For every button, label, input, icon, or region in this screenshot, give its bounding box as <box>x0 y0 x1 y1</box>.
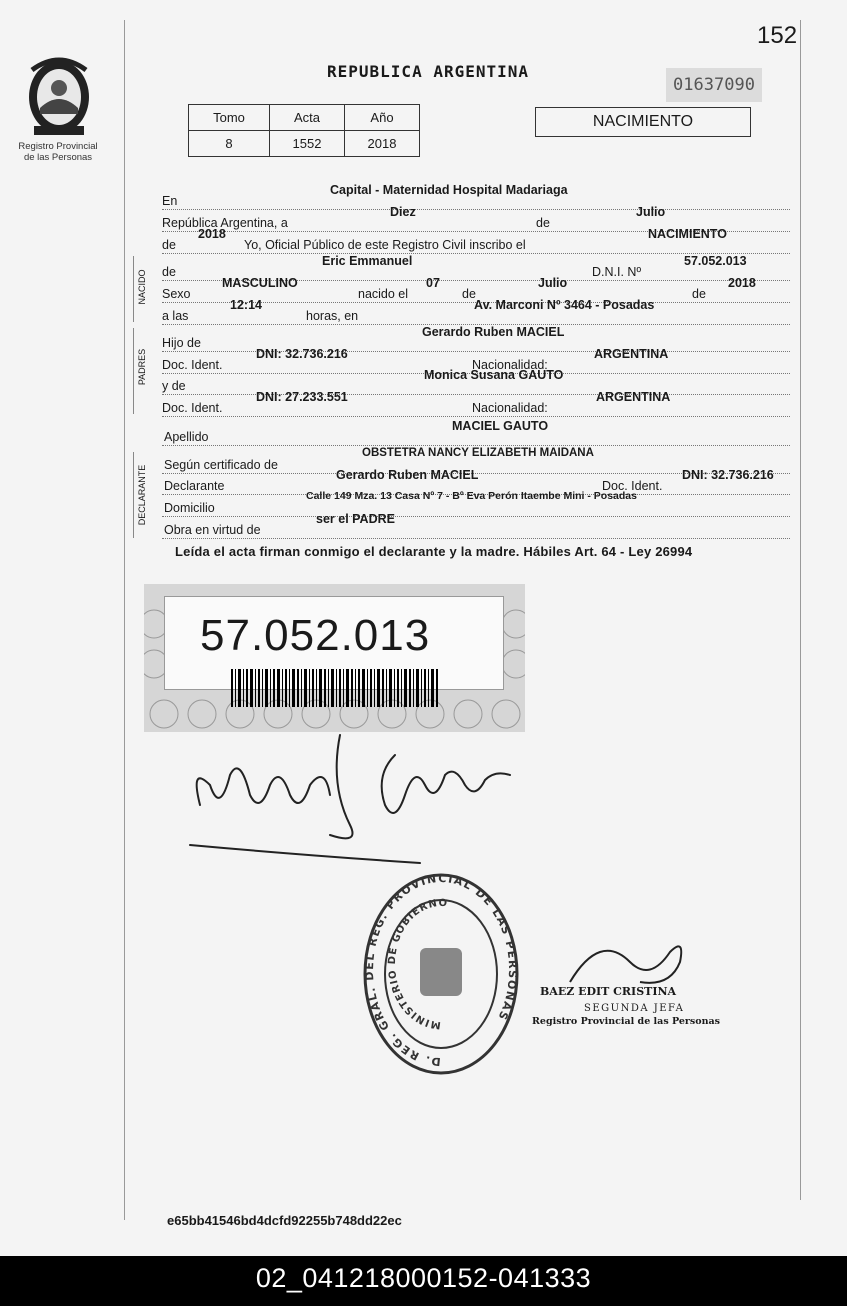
section-label-nacido: NACIDO <box>137 269 147 305</box>
label-de: de <box>536 216 550 230</box>
value-madre-nac: ARGENTINA <box>596 390 671 404</box>
label-republica: República Argentina, a <box>162 216 288 230</box>
label-de-nombre: de <box>162 265 176 279</box>
row-madre-doc <box>162 390 790 417</box>
tomo-header: Tomo <box>189 105 270 131</box>
stamp-inner-text: MINISTERIO DE GOBIERNO <box>386 897 449 1031</box>
tomo-value: 8 <box>189 131 270 157</box>
registry-label-line1: Registro Provincial <box>18 141 98 152</box>
label-de2: de <box>162 238 176 252</box>
section-divider-nacido <box>133 256 134 322</box>
document-title: REPUBLICA ARGENTINA <box>327 62 530 81</box>
value-dia: Diez <box>390 205 416 219</box>
label-de4: de <box>692 287 706 301</box>
value-nac-mes: Julio <box>538 276 568 290</box>
label-sexo: Sexo <box>162 287 191 301</box>
row-hora <box>162 298 790 325</box>
label-doc-ident-declarante: Doc. Ident. <box>602 479 663 493</box>
row-lugar <box>162 183 790 210</box>
value-obra: ser el PADRE <box>316 512 395 526</box>
label-declarante: Declarante <box>164 479 225 493</box>
label-a-las: a las <box>162 309 189 323</box>
value-nac-anio: 2018 <box>728 276 756 290</box>
left-margin-line <box>124 20 125 1220</box>
signing-statement: Leída el acta firman conmigo el declarante y la madre. Hábiles Art. 64 - Ley 26994 <box>175 544 693 559</box>
section-label-padres: PADRES <box>137 348 147 386</box>
right-margin-line <box>800 20 801 1200</box>
section-label-declarante: DECLARANTE <box>137 464 147 526</box>
value-padre-nac: ARGENTINA <box>594 347 669 361</box>
official-registry: Registro Provincial de las Personas <box>532 1016 721 1027</box>
serial-number-stamp: 01637090 <box>666 68 762 102</box>
label-obra: Obra en virtud de <box>164 523 261 537</box>
section-divider-padres <box>133 328 134 414</box>
value-hora: 12:14 <box>230 298 262 312</box>
label-horas-en: horas, en <box>306 309 359 323</box>
label-nacido-el: nacido el <box>358 287 409 301</box>
value-sexo: MASCULINO <box>222 276 298 290</box>
label-domicilio: Domicilio <box>164 501 215 515</box>
value-nombre: Eric Emmanuel <box>322 254 413 268</box>
value-padre-dni: DNI: 32.736.216 <box>256 347 348 361</box>
page-number: 152 <box>757 22 798 49</box>
label-hijo-de: Hijo de <box>162 336 201 350</box>
label-doc-ident: Doc. Ident. <box>162 401 223 415</box>
label-en: En <box>162 194 178 208</box>
row-obra <box>162 512 790 539</box>
label-doc-ident: Doc. Ident. <box>162 358 223 372</box>
provincial-seal-logo <box>22 50 96 140</box>
registry-label <box>6 141 110 163</box>
dni-sticker-panel <box>164 596 504 690</box>
dni-sticker <box>144 584 525 732</box>
label-nacionalidad: Nacionalidad: <box>472 401 548 415</box>
value-dni: 57.052.013 <box>684 254 747 268</box>
value-mes: Julio <box>636 205 666 219</box>
document-hash: e65bb41546bd4dcfd92255b748dd22ec <box>167 1213 402 1228</box>
act-type-box: NACIMIENTO <box>535 107 751 137</box>
anio-header: Año <box>345 105 420 131</box>
row-anio <box>162 227 790 254</box>
value-declarante-dni: DNI: 32.736.216 <box>682 468 774 482</box>
label-nacionalidad: Nacionalidad: <box>472 358 548 372</box>
label-segun: Según certificado de <box>164 458 278 472</box>
label-dni: D.N.I. Nº <box>592 265 642 279</box>
registry-label-line2: de las Personas <box>23 152 93 163</box>
tomo-acta-table <box>188 104 420 157</box>
acta-value: 1552 <box>270 131 345 157</box>
anio-value: 2018 <box>345 131 420 157</box>
label-apellido: Apellido <box>164 430 209 444</box>
value-anio: 2018 <box>198 227 226 241</box>
official-name: BAEZ EDIT CRISTINA <box>540 985 677 998</box>
value-nac-dia: 07 <box>426 276 440 290</box>
value-certificado: OBSTETRA NANCY ELIZABETH MAIDANA <box>362 447 594 459</box>
official-stamp <box>362 872 520 1076</box>
value-lugar: Capital - Maternidad Hospital Madariaga <box>330 183 568 197</box>
stamp-outer-text: D. REG. GRAL. DEL REG. PROVINCIAL DE LAS PERSONAS <box>362 872 520 1069</box>
scan-id-bar: 02_041218000152-041333 <box>0 1256 847 1306</box>
value-tipo: NACIMIENTO <box>648 227 727 241</box>
value-direccion: Av. Marconi Nº 3464 - Posadas <box>474 298 655 312</box>
value-apellido: MACIEL GAUTO <box>452 419 549 433</box>
barcode <box>231 669 439 707</box>
value-madre-dni: DNI: 27.233.551 <box>256 390 348 404</box>
row-domicilio <box>162 490 790 517</box>
value-declarante: Gerardo Ruben MACIEL <box>336 468 479 482</box>
row-apellido <box>162 419 790 446</box>
dni-sticker-number: 57.052.013 <box>200 611 431 660</box>
label-yo: Yo, Oficial Público de este Registro Civil inscribo el <box>244 238 526 252</box>
label-y-de: y de <box>162 379 186 393</box>
declarant-signatures <box>180 725 520 875</box>
value-domicilio: Calle 149 Mza. 13 Casa Nº 7 - Bº Eva Perón Itaembe Mini - Posadas <box>306 490 637 502</box>
value-madre: Monica Susana GAUTO <box>424 368 564 382</box>
section-divider-declarante <box>133 452 134 538</box>
official-role: SEGUNDA JEFA <box>584 1003 685 1014</box>
acta-header: Acta <box>270 105 345 131</box>
value-padre: Gerardo Ruben MACIEL <box>422 325 565 339</box>
label-de3: de <box>462 287 476 301</box>
